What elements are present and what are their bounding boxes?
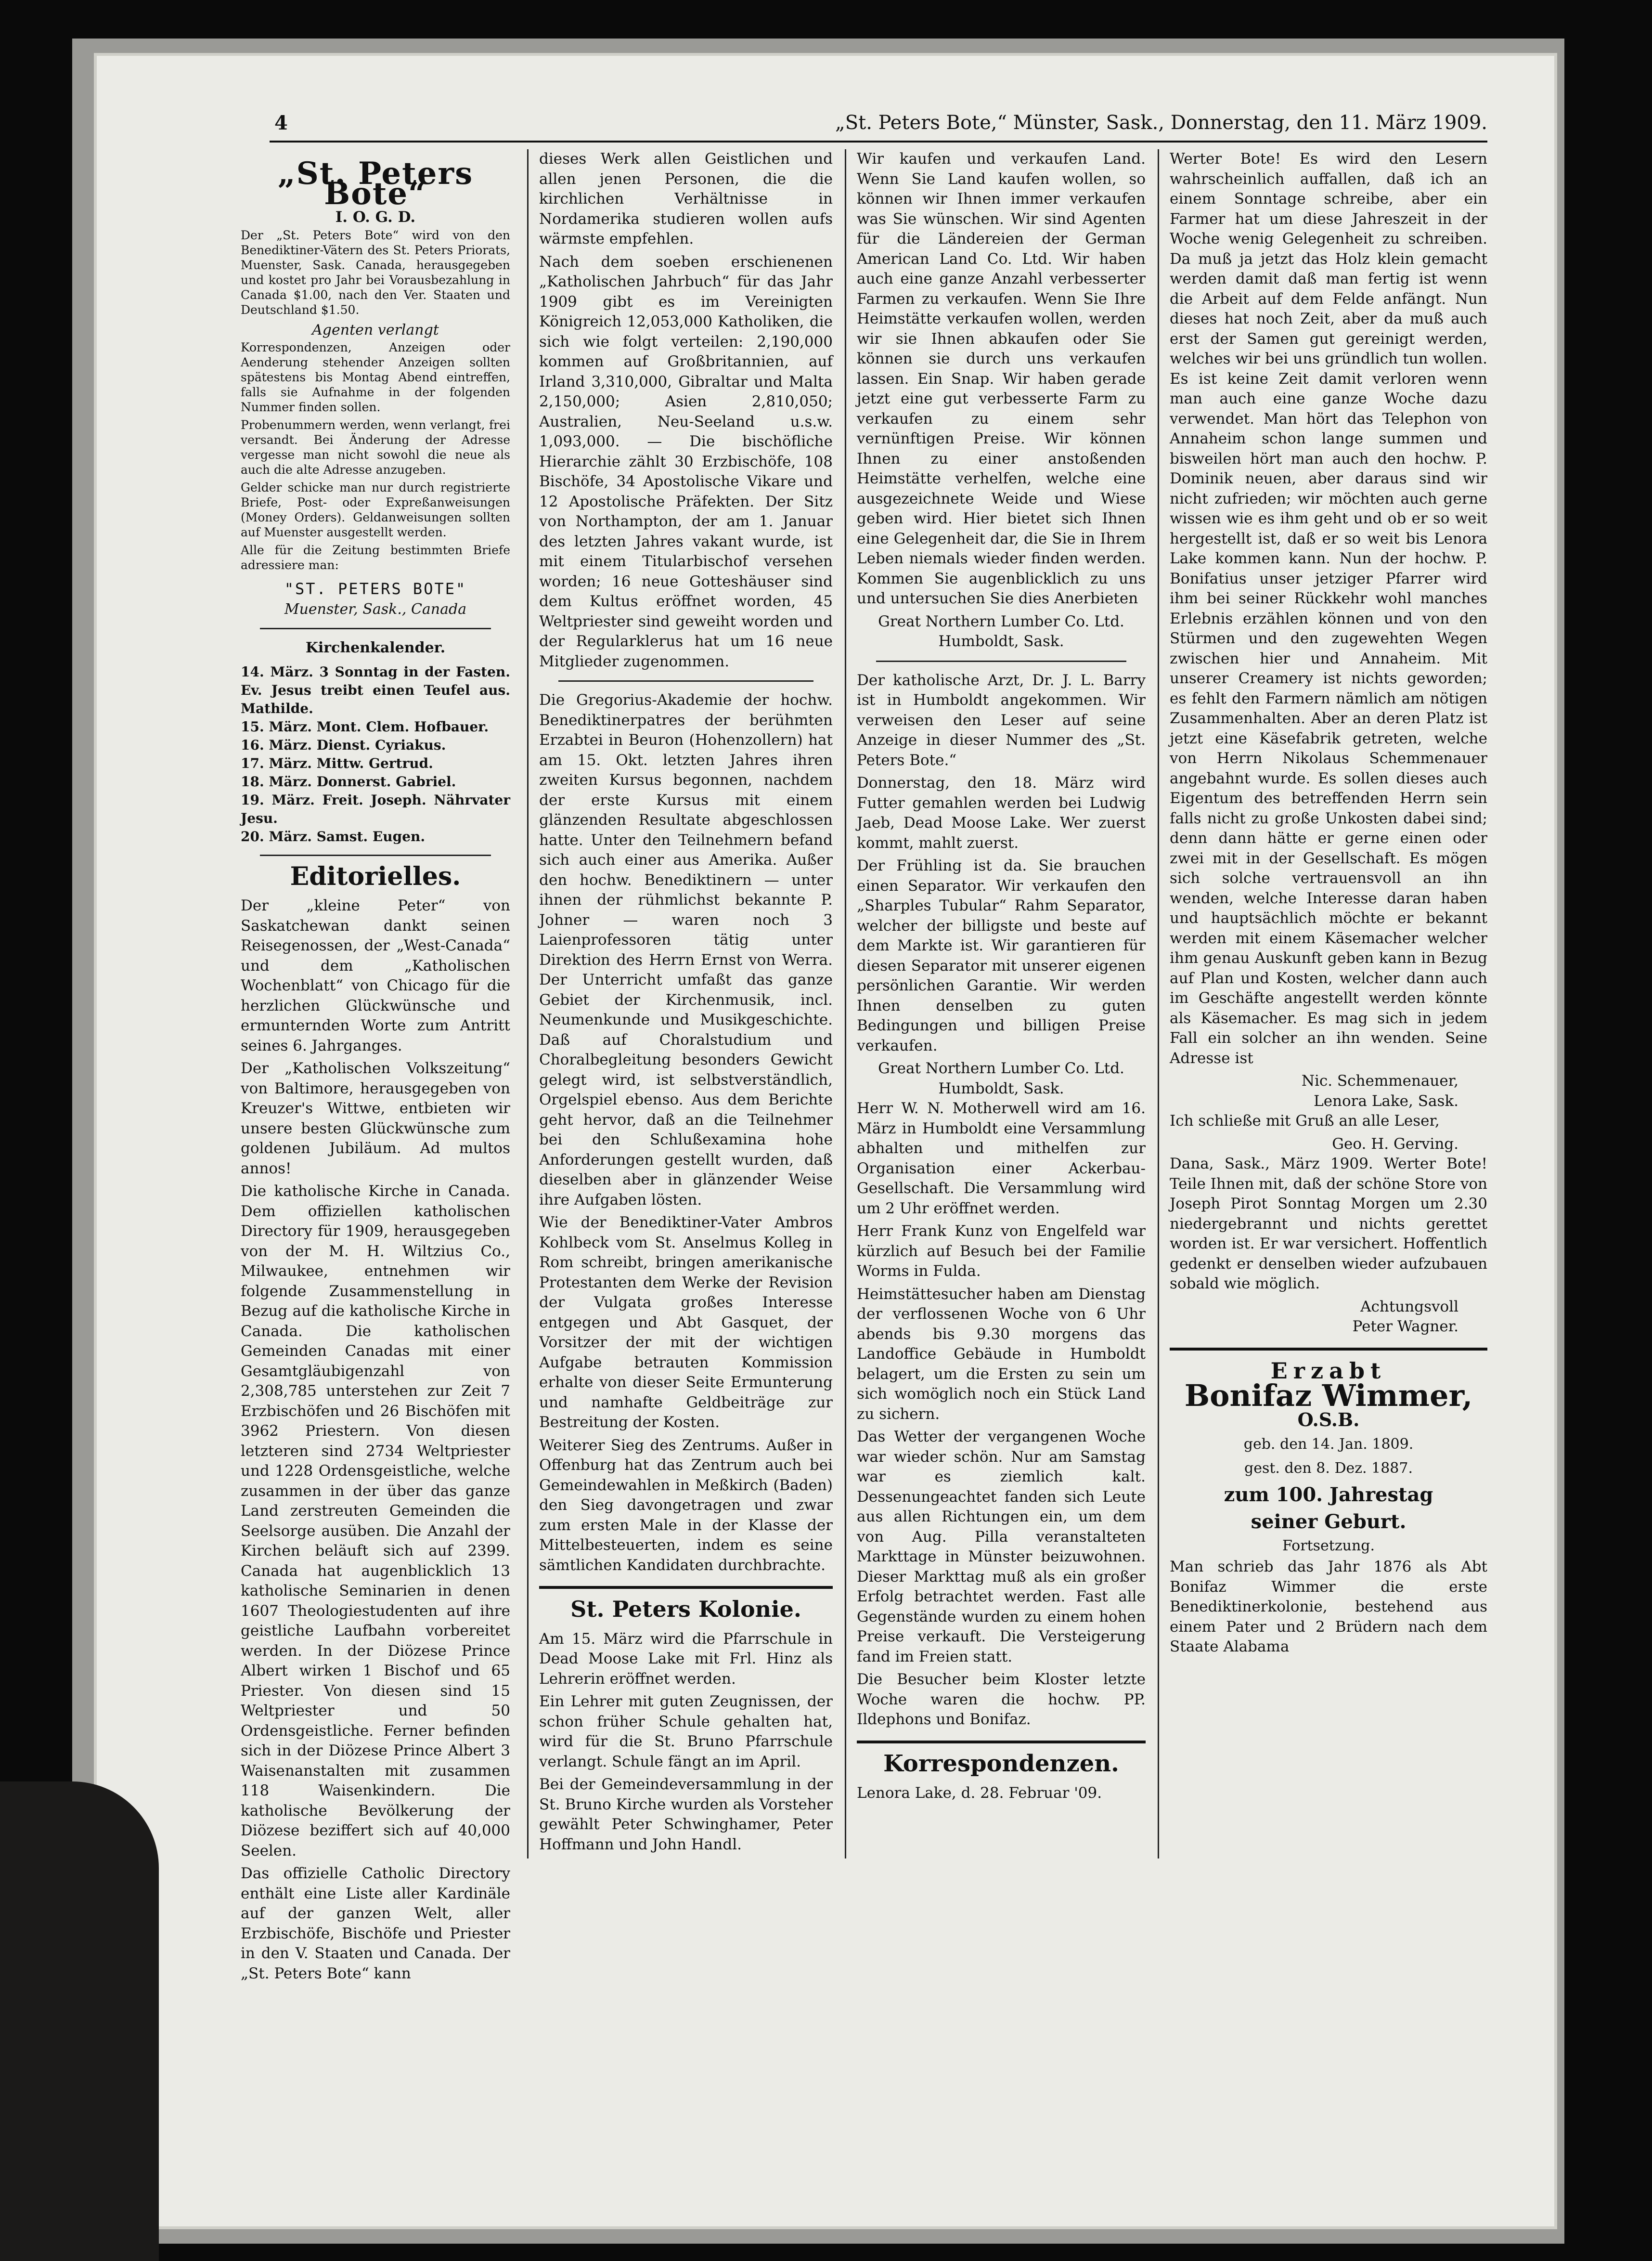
page-number: 4 [274, 111, 288, 134]
article-paragraph: Nach dem soeben erschienenen „Katholischen Jahrbuch“ für das Jahr 1909 gibt es im Vereinigten Königreich 12,053,000 Katholiken, die sich wie folgt verteilen: 2,190,000 kommen auf Großbritannien, auf Irland 3,310,000, Gibraltar und Malta 2,150,000; Asien 2,810,050; Australien, Neu-Seeland u.s.w. 1,093,000. — Die bischöfliche Hierarchie zählt 30 Erzbischöfe, 108 Bischöfe, 34 Apostolische Vikare und 12 Apostolische Präfekten. Der Sitz von Northampton, der am 1. Januar des letzten Jahres vakant wurde, ist mit einem Titularbischof versehen worden; 16 neue Gotteshäuser sind dem Kultus eröffnet worden, 45 Weltpriester sind geweiht worden und der Regularklerus hat um 16 neue Mitglieder zugenommen. [539, 253, 833, 670]
article-paragraph: Am 15. März wird die Pfarrschule in Dead Moose Lake mit Frl. Hinz als Lehrerin eröffnet werden. [539, 1630, 833, 1688]
article-paragraph: Bei der Gemeindeversammlung in der St. Bruno Kirche wurden als Vorsteher gewählt Peter Schwinghamer, Peter Hoffmann und John Handl. [539, 1776, 833, 1853]
firm-place: Humboldt, Sask. [938, 1079, 1064, 1097]
article-paragraph: Der „Katholischen Volkszeitung“ von Baltimore, herausgegeben von Kreuzer's Wittwe, entbieten wir unsere besten Glückwünsche zum goldenen Jubiläum. Ad multos annos! [241, 1060, 510, 1177]
column-divider [527, 149, 529, 1858]
running-title-text: „St. Peters Bote,“ Münster, Sask., Donnerstag, den 11. März [835, 112, 1426, 134]
notice: Korrespondenzen, Anzeigen oder Aenderung stehender Anzeigen sollten spätestens bis Montag Abend eintreffen, falls sie Aufnahme in der folgenden Nummer finden sollen. [241, 340, 510, 414]
notice: Gelder schicke man nur durch registrierte Briefe, Post- oder Expreßanweisungen (Money Orders). Geldanweisungen sollten auf Muenster ausgestellt werden. [241, 481, 510, 539]
address-stamp-line: Muenster, Sask., Canada [284, 600, 467, 618]
calendar-title: Kirchenkalender. [305, 639, 446, 656]
advertisement: Der Frühling ist da. Sie brauchen einen Separator. Wir verkaufen den „Sharples Tubular“ Rahm Separator, welcher der billigste und beste auf dem Markte ist. Wir garantieren für diesen Separator mit unserer eigenen persönlichen Garantie. Wir werden Ihnen denselben zu guten Bedingungen und billigen Preise verkaufen. [857, 857, 1146, 1054]
article-paragraph: Man schrieb das Jahr 1876 als Abt Bonifaz Wimmer die erste Benediktinerkolonie, bestehend aus einem Pater und 2 Brüdern nach dem Staate Alabama [1170, 1558, 1487, 1655]
section-rule [1170, 1348, 1487, 1351]
article-paragraph: Das Wetter der vergangenen Woche war wieder schön. Nur am Samstag war es ziemlich kalt. Dessenungeachtet fanden sich Leute aus allen Richtungen ein, um dem von Aug. Pilla veranstalteten Markttage in Münster beizuwohnen. Dieser Markttag muß als ein großer Erfolg betrachtet werden. Fast alle Gegenstände wurden zu einem hohen Preise verkauft. Die Versteigerung fand im Freien statt. [857, 1428, 1146, 1665]
agents-note: Agenten verlangt [312, 321, 439, 338]
article-paragraph: Herr W. N. Motherwell wird am 16. März in Humboldt eine Versammlung abhalten und mithelfen zur Organisation einer Ackerbau-Gesellschaft. Die Versammlung wird um 2 Uhr eröffnet werden. [857, 1100, 1146, 1217]
article-paragraph: dieses Werk allen Geistlichen und allen jenen Personen, die die kirchlichen Verhältnisse in Nordamerika studieren wollen aufs wärmste empfehlen. [539, 150, 833, 247]
notice: Alle für die Zeitung bestimmten Briefe adressiere man: [241, 543, 510, 572]
regards: Achtungsvoll [1360, 1298, 1458, 1315]
kolonie-title: St. Peters Kolonie. [570, 1596, 801, 1622]
notice: Probenummern werden, wenn verlangt, frei versandt. Bei Änderung der Adresse vergesse man nicht sowohl die neue als auch die alte Adresse anzugeben. [241, 418, 510, 477]
address-stamp-line: "ST. PETERS BOTE" [284, 580, 467, 598]
running-header [274, 108, 1487, 137]
birth-date: geb. den 14. Jan. 1809. [1243, 1436, 1414, 1453]
article-paragraph: Die katholische Kirche in Canada. Dem offiziellen katholischen Directory für 1909, herausgegeben von der M. H. Wiltzius Co., Milwaukee, entnehmen wir folgende Zusammenstellung in Bezug auf die katholische Kirche in Canada. Die katholischen Gemeinden Canadas mit einer Gesamtgläubigenzahl von 2,308,785 unterstehen zur Zeit 7 Erzbischöfen und 26 Bischöfen mit 3962 Priestern. Von diesen letzteren sind 2734 Weltpriester und 1228 Ordensgeistliche, welche zusammen in der über das ganze Land zerstreuten Gemeinden die Seelsorge ausüben. Die Anzahl der Kirchen beläuft sich auf 2399. Canada hat augenblicklich 13 katholische Seminarien in denen 1607 Theologiestudenten auf ihre geistliche Laufbahn vorbereitet werden. In der Diözese Prince Albert wirken 1 Bischof und 65 Priester. Von diesen sind 15 Weltpriester und 50 Ordensgeistliche. Ferner befinden sich in der Diözese Prince Albert 3 Waisenanstalten mit zusammen 118 Waisenkindern. Die katholische Bevölkerung der Diözese beziffert sich auf 40,000 Seelen. [241, 1182, 510, 1859]
closing-line: Ich schließe mit Gruß an alle Leser, [1170, 1112, 1440, 1130]
column-1 [241, 149, 510, 1987]
article-paragraph: Weiterer Sieg des Zentrums. Außer in Offenburg hat das Zentrum auch bei Gemeindewahlen in Meßkirch (Baden) den Sieg davongetragen und zwar zum ersten Male in der Klasse der Mittelbesteuerten, indem es seine sämtlichen Kandidaten durchbrachte. [539, 1436, 833, 1574]
anniversary-line: seiner Geburt. [1251, 1510, 1407, 1533]
korrespondenzen-title: Korrespondenzen. [883, 1750, 1119, 1777]
article-paragraph: Das offizielle Catholic Directory enthält eine Liste aller Kardinäle auf der ganzen Welt, aller Erzbischöfe, Bischöfe und Priester in den V. Staaten und Canada. Der „St. Peters Bote“ kann [241, 1865, 510, 1982]
header-rule [270, 141, 1487, 143]
letter-paragraph: Dana, Sask., März 1909. Werter Bote! Teile Ihnen mit, daß der schöne Store von Joseph Pirot Sonntag Morgen um 2.30 niedergebrannt und nichts gerettet worden ist. Er war versichert. Hoffentlich gedenkt er denselben wieder aufzubauen sobald wie möglich. [1170, 1155, 1487, 1292]
column-divider [845, 149, 846, 1858]
death-date: gest. den 8. Dez. 1887. [1244, 1459, 1413, 1477]
article-paragraph: Heimstättesucher haben am Dienstag der verflossenen Woche von 6 Uhr abends bis 9.30 morgens das Landoffice Gebäude in Humboldt belagert, um die Ersten zu sein um sich womöglich noch ein Stück Land zu sichern. [857, 1285, 1146, 1423]
editorial-title: Editorielles. [290, 861, 461, 891]
article-paragraph: Der katholische Arzt, Dr. J. L. Barry ist in Humboldt angekommen. Wir verweisen den Leser auf seine Anzeige in dieser Nummer des „St. Peters Bote.“ [857, 671, 1146, 769]
publisher-info: Der „St. Peters Bote“ wird von den Benediktiner-Vätern des St. Peters Priorats, Muenster, Sask. Canada, herausgegeben und kostet pro Jahr bei Vorausbezahlung in Canada $1.00, nach den Ver. Staaten und Deutschland $1.50. [241, 228, 510, 317]
calendar-entry: 20. März. Samst. Eugen. [241, 828, 426, 845]
calendar-entry: 19. März. Freit. Joseph. Nährvater Jesu. [241, 792, 510, 826]
masthead: „St. Peters Bote“ [277, 156, 474, 212]
dateline: Lenora Lake, d. 28. Februar '09. [857, 1784, 1102, 1802]
calendar-entry: 18. März. Donnerst. Gabriel. [241, 773, 456, 790]
separator [260, 628, 491, 629]
article-paragraph: Die Besucher beim Kloster letzte Woche waren die hochw. PP. Ildephons und Bonifaz. [857, 1671, 1146, 1728]
article-paragraph: Ein Lehrer mit guten Zeugnissen, der schon früher Schule gehalten hat, wird für die St. Bruno Pfarrschule verlangt. Schule fängt an im April. [539, 1693, 833, 1770]
address-line: Lenora Lake, Sask. [1314, 1092, 1458, 1110]
article-paragraph: Donnerstag, den 18. März wird Futter gemahlen werden bei Ludwig Jaeb, Dead Moose Lake. Wer zuerst kommt, mahlt zuerst. [857, 774, 1146, 852]
bonifaz-name: Bonifaz Wimmer, [1184, 1378, 1473, 1413]
motto: I. O. G. D. [335, 208, 416, 226]
calendar-entry: 16. März. Dienst. Cyriakus. [241, 737, 446, 753]
article-paragraph: Die Gregorius-Akademie der hochw. Benediktinerpatres der berühmten Erzabtei in Beuron (Hohenzollern) hat am 15. Okt. letzten Jahres ihren zweiten Kursus begonnen, nachdem der erste Kursus mit einem glänzenden Resultate abgeschlossen hatte. Unter den Teilnehmern befand sich auch einer aus Amerika. Außer den hochw. Benediktinern — unter ihnen der rühmlichst bekannte P. Johner — waren noch 3 Laienprofessoren tätig unter Direktion des Herrn Ernst von Werra. Der Unterricht umfaßt das ganze Gebiet der Kirchenmusik, incl. Neumenkunde und Musikgeschichte. Daß auf Choralstudium und Choralbegleitung besonders Gewicht gelegt wird, ist selbstverständlich, Orgelspiel ebenso. Aus dem Berichte geht hervor, daß an die Teilnehmer bei den Schlußexamina hohe Anforderungen gestellt wurden, daß dieselben aber in glänzender Weise ihre Aufgaben lösten. [539, 691, 833, 1208]
bonifaz-heading [1170, 1378, 1487, 1430]
column-divider [1158, 149, 1159, 1858]
article-paragraph: Der „kleine Peter“ von Saskatchewan dankt seinen Reisegenossen, der „West-Canada“ und dem „Katholischen Wochenblatt“ von Chicago für die herzlichen Glückwünsche und ermunternden Worte zum Antritt seines 6. Jahrganges. [241, 897, 510, 1054]
article-paragraph: Wie der Benediktiner-Vater Ambros Kohlbeck vom St. Anselmus Kolleg in Rom schreibt, bringen amerikanische Protestanten dem Werke der Revision der Vulgata großes Interesse entgegen und Abt Gasquet, der Vorsitzer der mit der wichtigen Aufgabe betrauten Kommission erhalte von dieser Seite Ermunterung und namhafte Geldbeiträge zur Bestreitung der Kosten. [539, 1214, 833, 1431]
separator [558, 680, 813, 682]
separator [876, 661, 1126, 662]
signature: Geo. H. Gerving. [1332, 1135, 1458, 1153]
running-title-year: 1909. [1432, 112, 1487, 134]
advertisement: Wir kaufen und verkaufen Land. Wenn Sie Land kaufen wollen, so können wir Ihnen immer verkaufen was Sie wünschen. Wir sind Agenten für die Ländereien der German American Land Co. Ltd. Wir haben auch eine ganze Anzahl verbesserter Farmen zu verkaufen. Wenn Sie Ihre Heimstätte verkaufen wollen, werden wir sie Ihnen abkaufen oder Sie können sie durch uns verkaufen lassen. Ein Snap. Wir haben gerade jetzt eine gut verbesserte Farm zu verkaufen zu einem sehr vernünftigen Preise. Wir können Ihnen zu einer anstoßenden Heimstätte verhelfen, welche eine ausgezeichnete Weide und Wiese geben wird. Hier bietet sich Ihnen eine Gelegenheit dar, die Sie in Ihrem Leben niemals wieder finden werden. Kommen Sie augenblicklich zu uns und untersuchen Sie dies Anerbieten [857, 150, 1146, 607]
column-3 [857, 149, 1146, 1806]
erzabt-heading: Erzabt [1270, 1357, 1387, 1384]
running-title [835, 112, 1487, 134]
signature: Peter Wagner. [1352, 1318, 1458, 1335]
letter-paragraph: Werter Bote! Es wird den Lesern wahrscheinlich auffallen, daß ich an einem Sonntage schreibe, aber ein Farmer hat um diese Jahreszeit in der Woche wenig Gelegenheit zu schreiben. Da muß ja jetzt das Holz klein gemacht werden damit daß man fertig ist wenn die Arbeit auf dem Felde anfängt. Nun dieses hat noch Zeit, aber da muß auch erst der Samen gut gereinigt werden, welches wir bei uns gründlich tun wollen. Es ist keine Zeit damit verloren wenn man auch eine ganze Woche dazu verwendet. Man hört das Telephon von Annaheim schon lange summen und bisweilen hört man auch den hochw. P. Dominik neuen, aber daraus sind wir nicht zufrieden; wir möchten auch gerne wissen wie es ihm geht und ob er so weit hergestellt ist, daß er so weit bis Lenora Lake kommen kann. Nun der hochw. P. Bonifatius unser jetziger Pfarrer wird ihm bei seiner Rückkehr wohl manches Erlebnis erzählen können und von den Stürmen und den zugewehten Wegen zwischen hier und Annaheim. Mit unserer Creamery ist nichts geworden; es fehlt den Farmern nämlich am nötigen Zusammenhalten. Aber an deren Platz ist jetzt eine Käsefabrik getreten, welche von Herrn Nikolaus Schemmenauer angebahnt wurde. Es sollen dieses auch Eigentum des betreffenden Herrn sein falls nicht zu große Unkosten dabei sind; denn dann hätte er gerne einen oder zwei mit in der Gesellschaft. Es mögen sich solche vertrauensvoll an ihn wenden, welche Interesse daran haben und hauptsächlich möchte er bekannt werden mit einem Käsemacher welcher ihm genau Auskunft geben kann in Bezug auf Plan und Kosten, welcher dann auch im Geschäfte angestellt werden könnte als Käsemacher. Es mag sich in jedem Fall ein solcher an ihn wenden. Seine Adresse ist [1170, 150, 1487, 1067]
section-rule [857, 1741, 1146, 1743]
firm-name: Great Northern Lumber Co. Ltd. [878, 1060, 1124, 1077]
firm-place: Humboldt, Sask. [938, 633, 1064, 650]
address-line: Nic. Schemmenauer, [1301, 1072, 1458, 1090]
osb-suffix: O.S.B. [1297, 1408, 1360, 1430]
calendar-entry: 17. März. Mittw. Gertrud. [241, 755, 433, 771]
anniversary-line: zum 100. Jahrestag [1224, 1483, 1433, 1506]
firm-name: Great Northern Lumber Co. Ltd. [878, 612, 1124, 630]
column-4 [1170, 149, 1487, 1660]
section-rule [539, 1586, 833, 1589]
calendar-entry: 15. März. Mont. Clem. Hofbauer. [241, 718, 489, 735]
article-paragraph: Herr Frank Kunz von Engelfeld war kürzlich auf Besuch bei der Familie Worms in Fulda. [857, 1222, 1146, 1280]
thumb-shadow [0, 1781, 159, 2261]
separator [260, 855, 491, 856]
column-2 [539, 149, 833, 1858]
continuation-note: Fortsetzung. [1282, 1537, 1375, 1554]
calendar-entry: 14. März. 3 Sonntag in der Fasten. Ev. Jesus treibt einen Teufel aus. Mathilde. [241, 663, 510, 716]
